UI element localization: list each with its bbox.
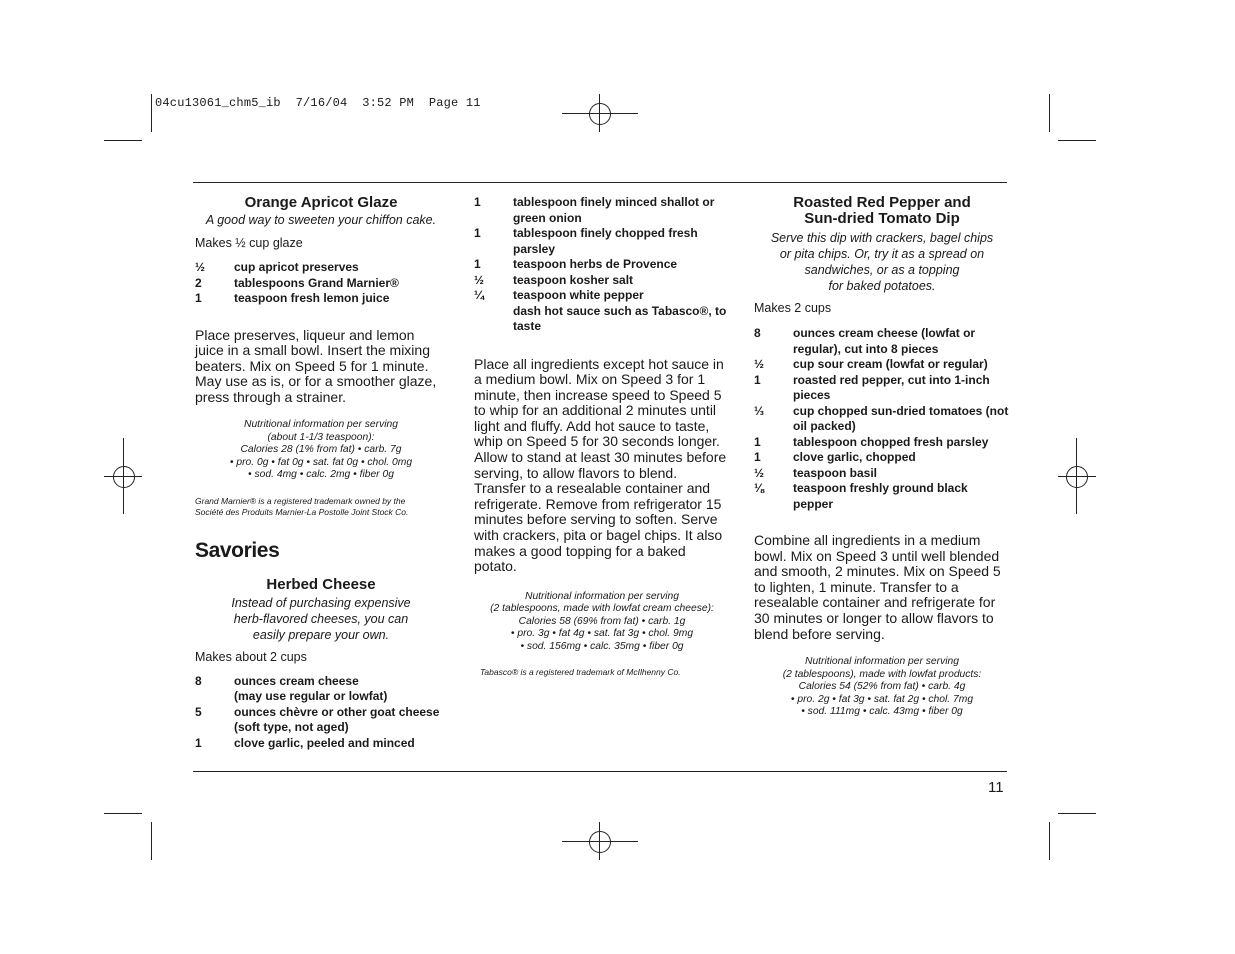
ingredient-row: 1 teaspoon fresh lemon juice [195, 291, 390, 305]
crop-mark [1058, 140, 1096, 141]
recipe-directions: Combine all ingredients in a medium bowl. Mix on Speed 3 until well blended and smooth, 2 minutes. Mix on Speed 5 to lighten, 1 minute. Transfer to a resealable container and refrigerate for 30 minutes or longer to allow flavors to blend before serving. [754, 532, 1001, 642]
trademark-note: Grand Marnier® is a registered trademark owned by the Société des Produits Marnier-La Postolle Joint Stock Co. [195, 495, 409, 518]
column-1 [195, 195, 447, 751]
section-heading: Savories [195, 538, 280, 562]
ingredient-row: ½ cup sour cream (lowfat or regular) [754, 357, 988, 371]
ingredient-row: 1 tablespoon chopped fresh parsley [754, 434, 989, 449]
ingredient-row: 1 teaspoon herbs de Provence [474, 257, 678, 271]
ingredient-row: (soft type, not aged) [234, 720, 349, 735]
registration-mark-icon [599, 94, 600, 132]
recipe-subtitle: Instead of purchasing expensive herb-flavored cheeses, you can easily prepare your own. [231, 595, 411, 642]
nutrition-info: Nutritional information per serving (about 1-1/3 teaspoon): Calories 28 (1% from fat) • carb. 7g • pro. 0g • fat 0g • sat. fat 0g • chol. 0mg • sod. 4mg • calc. 2mg • fiber 0g [229, 419, 413, 481]
ingredient-row: 5 ounces chèvre or other goat cheese [195, 704, 440, 719]
page-number: 11 [988, 779, 1004, 796]
recipe-title: Roasted Red Pepper and [793, 194, 971, 211]
crop-mark [1049, 94, 1050, 132]
recipe-subtitle: Serve this dip with crackers, bagel chips or pita chips. Or, try it as a spread on sandwiches, or as a topping for baked potatoes. [770, 231, 994, 293]
ingredient-row: ¼ teaspoon white pepper [474, 288, 644, 302]
crop-mark [1058, 813, 1096, 814]
crop-mark [151, 94, 152, 132]
nutrition-info: Nutritional information per serving (2 tablespoons), made with lowfat products: Calories 54 (52% from fat) • carb. 4g • pro. 2g • fat 3g • sat. fat 2g • chol. 7mg • sod. 111mg • calc. 43mg • fiber 0g [782, 656, 982, 718]
registration-mark-icon [1058, 476, 1096, 477]
registration-mark-icon [599, 822, 600, 860]
registration-mark-icon [562, 841, 638, 842]
bottom-rule [193, 771, 1007, 772]
recipe-yield: Makes 2 cups [754, 301, 832, 315]
ingredient-list [195, 674, 447, 752]
registration-mark-icon [1066, 466, 1088, 488]
registration-mark-icon [123, 438, 124, 514]
registration-mark-icon [589, 103, 611, 125]
top-rule [193, 182, 1007, 183]
ingredient-row: dash hot sauce such as Tabasco®, to taste [513, 303, 727, 333]
registration-mark-icon [562, 113, 638, 114]
ingredient-row: 1 tablespoon finely minced shallot or green onion [474, 195, 715, 225]
registration-mark-icon [1076, 438, 1077, 514]
crop-mark [1049, 822, 1050, 860]
recipe-directions: Place all ingredients except hot sauce in a medium bowl. Mix on Speed 3 for 1 minute, then increase speed to Speed 5 to whip for an additional 2 minutes until light and fluffy. Add hot sauce to taste, whip on Speed 5 for 30 seconds longer. Allow to stand at least 30 minutes before serving, to allow flavors to blend. Transfer to a resealable container and refrigerate. Remove from refrigerator 15 minutes before serving to soften. Serve with crackers, pita or bagel chips. It also makes a good topping for a baked potato. [474, 355, 727, 575]
ingredient-row: ½ cup apricot preserves [195, 260, 359, 274]
ingredient-row: ⅛ teaspoon freshly ground black pepper [754, 481, 968, 511]
ingredient-row: 8 ounces cream cheese (lowfat or regular), cut into 8 pieces [754, 326, 976, 356]
ingredient-row: 1 tablespoon finely chopped fresh parsley [474, 226, 698, 256]
column-3 [754, 195, 1010, 719]
ingredient-row: ½ teaspoon basil [754, 465, 878, 480]
ingredient-row: ½ teaspoon kosher salt [474, 272, 634, 287]
ingredient-list [474, 195, 730, 335]
ingredient-row: 8 ounces cream cheese [195, 673, 359, 688]
ingredient-row: 1 clove garlic, chopped [754, 450, 916, 464]
ingredient-list [754, 326, 1010, 512]
registration-mark-icon [589, 831, 611, 853]
registration-mark-icon [113, 466, 135, 488]
ingredient-list [195, 260, 447, 307]
recipe-title: Herbed Cheese [266, 575, 376, 593]
column-2 [474, 195, 730, 679]
crop-mark [104, 140, 142, 141]
recipe-yield: Makes about 2 cups [195, 649, 307, 664]
ingredient-row: 2 tablespoons Grand Marnier® [195, 275, 399, 290]
nutrition-info: Nutritional information per serving (2 tablespoons, made with lowfat cream cheese): Calories 58 (69% from fat) • carb. 1g • pro. 3g • fat 4g • sat. fat 3g • chol. 9mg • sod. 156mg • calc. 35mg • fiber 0g [490, 590, 714, 652]
trademark-note: Tabasco® is a registered trademark of McIlhenny Co. [480, 667, 681, 678]
ingredient-row: 1 clove garlic, peeled and minced [195, 735, 415, 750]
recipe-subtitle: A good way to sweeten your chiffon cake. [205, 213, 437, 227]
recipe-yield: Makes ½ cup glaze [195, 236, 303, 250]
recipe-title: Orange Apricot Glaze [244, 194, 398, 211]
ingredient-row: 1 roasted red pepper, cut into 1-inch pieces [754, 372, 990, 402]
crop-mark [104, 813, 142, 814]
ingredient-row: ⅓ cup chopped sun-dried tomatoes (not oil packed) [754, 403, 1009, 433]
ingredient-row: (may use regular or lowfat) [234, 689, 388, 704]
recipe-directions: Place preserves, liqueur and lemon juice in a small bowl. Insert the mixing beaters. Mix on Speed 5 for 1 minute. May use as is, or for a smoother glaze, press through a strainer. [195, 326, 437, 405]
print-slug: 04cu13061_chm5_ib 7/16/04 3:52 PM Page 11 [155, 96, 481, 110]
recipe-title: Sun-dried Tomato Dip [804, 210, 960, 227]
crop-mark [151, 822, 152, 860]
